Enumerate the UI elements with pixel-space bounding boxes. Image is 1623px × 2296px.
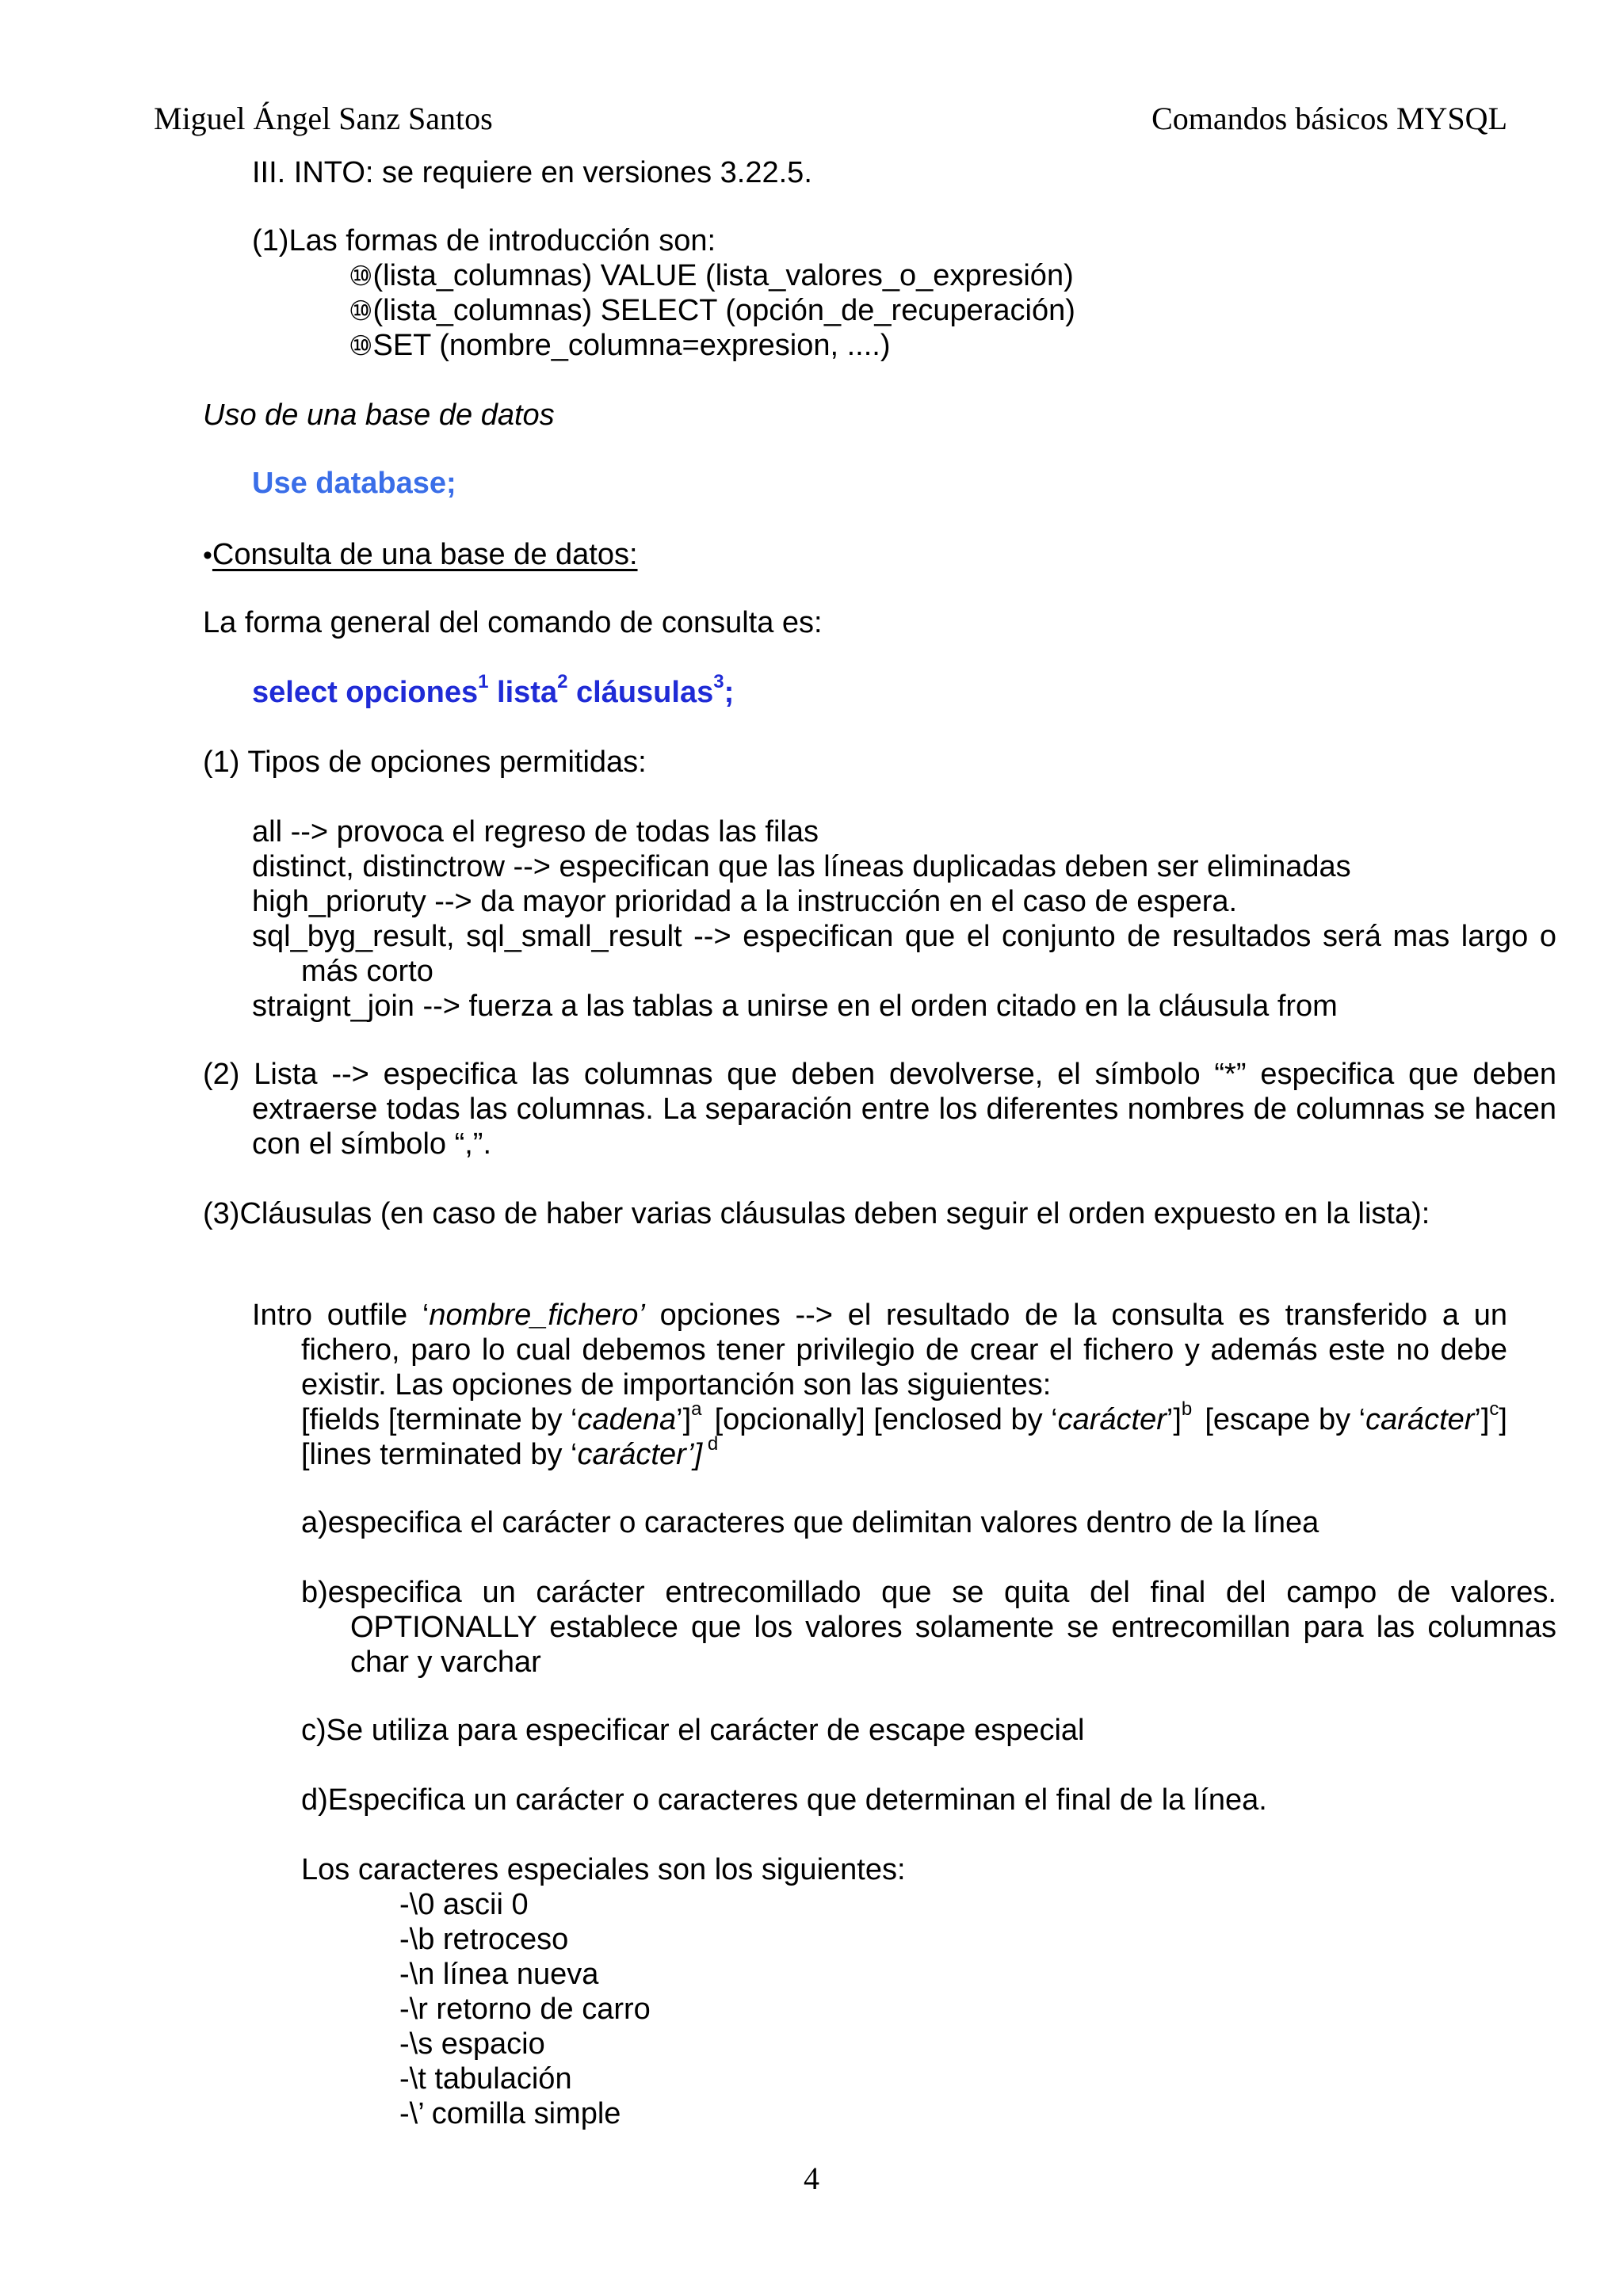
special-item: -\’ comilla simple — [399, 2097, 621, 2130]
option-item: sql_byg_result, sql_small_result --> especifican que el conjunto de resultados será mas largo o más corto — [252, 920, 1556, 988]
special-item: -\s espacio — [399, 2027, 545, 2061]
use-section-heading: Uso de una base de datos — [203, 399, 555, 432]
clausulas-heading: (3)Cláusulas (en caso de haber varias cláusulas deben seguir el orden expuesto en la lista): — [203, 1197, 1430, 1230]
option-item: distinct, distinctrow --> especifican que las líneas duplicadas deben ser eliminadas — [252, 850, 1351, 883]
intro-form-item: ⑩(lista_columnas) SELECT (opción_de_recuperación) — [349, 294, 1075, 327]
note-a: a)especifica el carácter o caracteres que delimitan valores dentro de la línea — [301, 1506, 1319, 1539]
note-c: c)Se utiliza para especificar el carácter de escape especial — [301, 1714, 1085, 1747]
special-item: -\r retorno de carro — [399, 1993, 651, 2026]
page-number: 4 — [804, 2161, 819, 2196]
bullet-icon: • — [203, 540, 212, 570]
select-command: select opciones$^1$ lista$^2$ cláusulas$^3$; — [252, 671, 735, 709]
special-item: -\n línea nueva — [399, 1958, 599, 1991]
outfile-paragraph: Intro outfile ‘nombre_fichero’ opciones --> el resultado de la consulta es transferido a un fichero, paro lo cual debemos tener privilegio de crear el fichero y además este no debe existir. Las opciones de importanción son las siguientes: — [252, 1299, 1508, 1402]
lista-paragraph: (2) Lista --> especifica las columnas que deben devolverse, el símbolo “*” especifica que deben extraerse todas las columnas. La separación entre los diferentes nombres de columnas se hacen con el símbolo “,”. — [203, 1058, 1556, 1161]
note-d: d)Especifica un carácter o caracteres que determinan el final de la línea. — [301, 1783, 1267, 1817]
header-title: Comandos básicos MYSQL — [1151, 101, 1507, 136]
use-database-command: Use database; — [252, 467, 456, 500]
intro-form-item: ⑩SET (nombre_columna=expresion, ....) — [349, 329, 891, 362]
circled-ten-icon: ⑩ — [349, 331, 373, 361]
consulta-general: La forma general del comando de consulta es: — [203, 606, 823, 639]
option-item: all --> provoca el regreso de todas las filas — [252, 815, 819, 849]
outfile-syntax-line-2: [lines terminated by ‘carácter’] $^d$ — [301, 1433, 719, 1471]
option-item: high_prioruty --> da mayor prioridad a la instrucción en el caso de espera. — [252, 885, 1238, 918]
circled-ten-icon: ⑩ — [349, 261, 373, 292]
header-author: Miguel Ángel Sanz Santos — [154, 101, 493, 136]
consulta-heading-line — [203, 537, 638, 573]
intro-form-item: ⑩(lista_columnas) VALUE (lista_valores_o_expresión) — [349, 259, 1074, 292]
option-item: straignt_join --> fuerza a las tablas a unirse en el orden citado en la cláusula from — [252, 990, 1338, 1023]
options-heading: (1) Tipos de opciones permitidas: — [203, 746, 647, 779]
special-item: -\b retroceso — [399, 1923, 569, 1956]
consulta-heading: Consulta de una base de datos: — [212, 538, 638, 571]
outfile-syntax-line-1: [fields [terminate by ‘cadena’]$^a$ [opcionally] [enclosed by ‘carácter’]$^b$ [escape by ‘carácter’]$^c$] — [301, 1398, 1507, 1436]
intro-forms-heading: (1)Las formas de introducción son: — [252, 224, 716, 257]
into-line: III. INTO: se requiere en versiones 3.22.5. — [252, 156, 812, 189]
special-item: -\0 ascii 0 — [399, 1888, 529, 1921]
note-b: b)especifica un carácter entrecomillado que se quita del final del campo de valores. OPTIONALLY establece que los valores solamente se entrecomillan para las columnas char y varchar — [301, 1576, 1556, 1679]
special-item: -\t tabulación — [399, 2062, 572, 2096]
circled-ten-icon: ⑩ — [349, 296, 373, 326]
special-heading: Los caracteres especiales son los siguientes: — [301, 1853, 906, 1886]
